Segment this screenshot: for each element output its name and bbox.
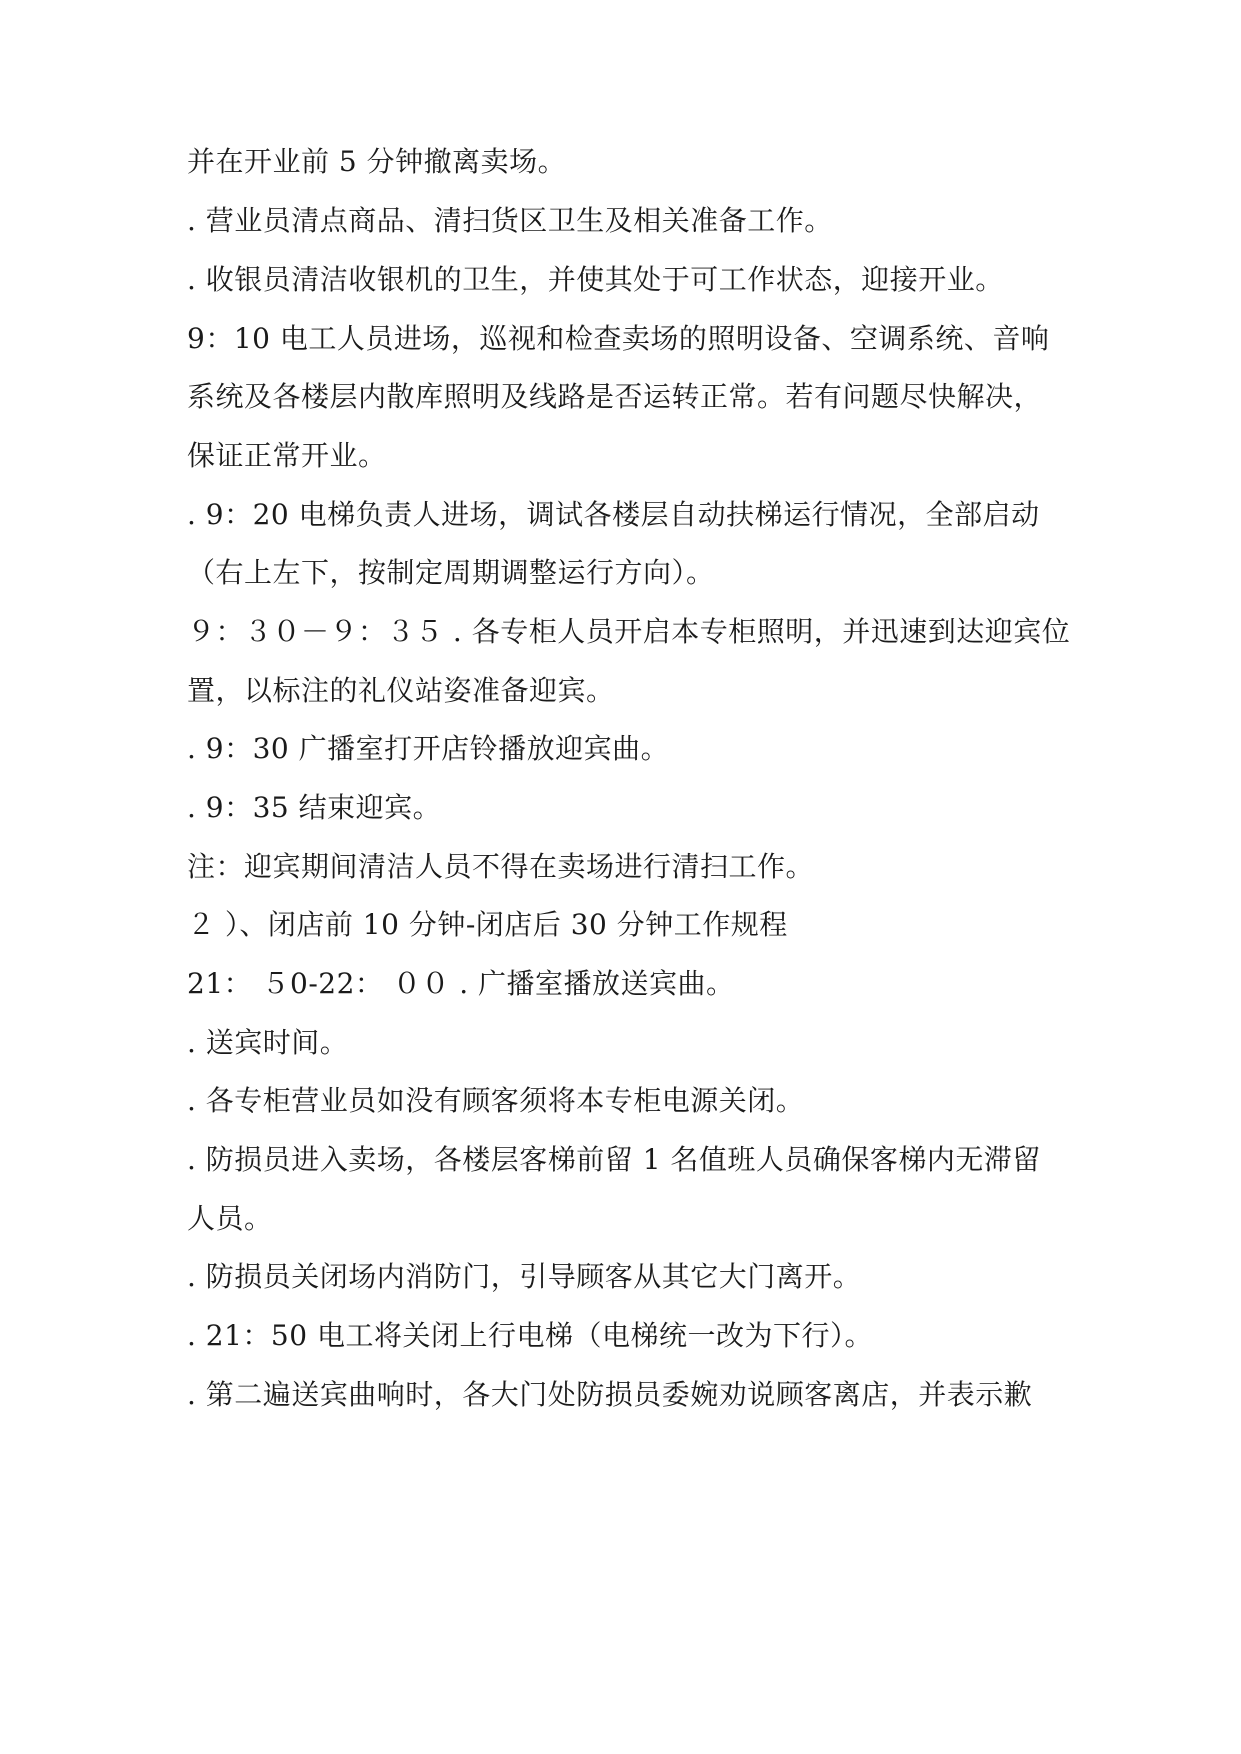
text-line: . 营业员清点商品、清扫货区卫生及相关准备工作。 — [187, 204, 833, 237]
text-line: ９：３０－９：３５ . 各专柜人员开启本专柜照明，并迅速到达迎宾位 — [187, 615, 1071, 648]
text-line: . 防损员进入卖场，各楼层客梯前留 1 名值班人员确保客梯内无滞留 — [187, 1143, 1041, 1176]
text-line: 系统及各楼层内散库照明及线路是否运转正常。若有问题尽快解决， — [187, 380, 1043, 413]
text-line: . 21：50 电工将关闭上行电梯（电梯统一改为下行）。 — [187, 1319, 873, 1352]
text-line: 并在开业前 5 分钟撤离卖场。 — [187, 145, 567, 178]
text-line: . 9：35 结束迎宾。 — [187, 791, 442, 824]
text-line: . 各专柜营业员如没有顾客须将本专柜电源关闭。 — [187, 1084, 805, 1117]
text-line: . 送宾时间。 — [187, 1026, 349, 1059]
text-line: 21： ５0-22： ００ . 广播室播放送宾曲。 — [187, 967, 735, 1000]
text-line: . 收银员清洁收银机的卫生，并使其处于可工作状态，迎接开业。 — [187, 263, 1004, 296]
note-line: 注：迎宾期间清洁人员不得在卖场进行清扫工作。 — [187, 850, 815, 883]
section-heading: ２ ）、闭店前 10 分钟-闭店后 30 分钟工作规程 — [187, 908, 788, 941]
text-line: . 9：20 电梯负责人进场，调试各楼层自动扶梯运行情况，全部启动 — [187, 498, 1040, 531]
text-line: . 防损员关闭场内消防门，引导顾客从其它大门离开。 — [187, 1260, 862, 1293]
text-line: . 第二遍送宾曲响时，各大门处防损员委婉劝说顾客离店，并表示歉 — [187, 1378, 1033, 1411]
text-line: . 9：30 广播室打开店铃播放迎宾曲。 — [187, 732, 670, 765]
text-line: 9：10 电工人员进场，巡视和检查卖场的照明设备、空调系统、音响 — [187, 322, 1050, 355]
text-line: 人员。 — [187, 1202, 273, 1235]
text-line: 置，以标注的礼仪站姿准备迎宾。 — [187, 674, 615, 707]
text-line: （右上左下，按制定周期调整运行方向）。 — [187, 556, 715, 589]
text-line: 保证正常开业。 — [187, 439, 387, 472]
